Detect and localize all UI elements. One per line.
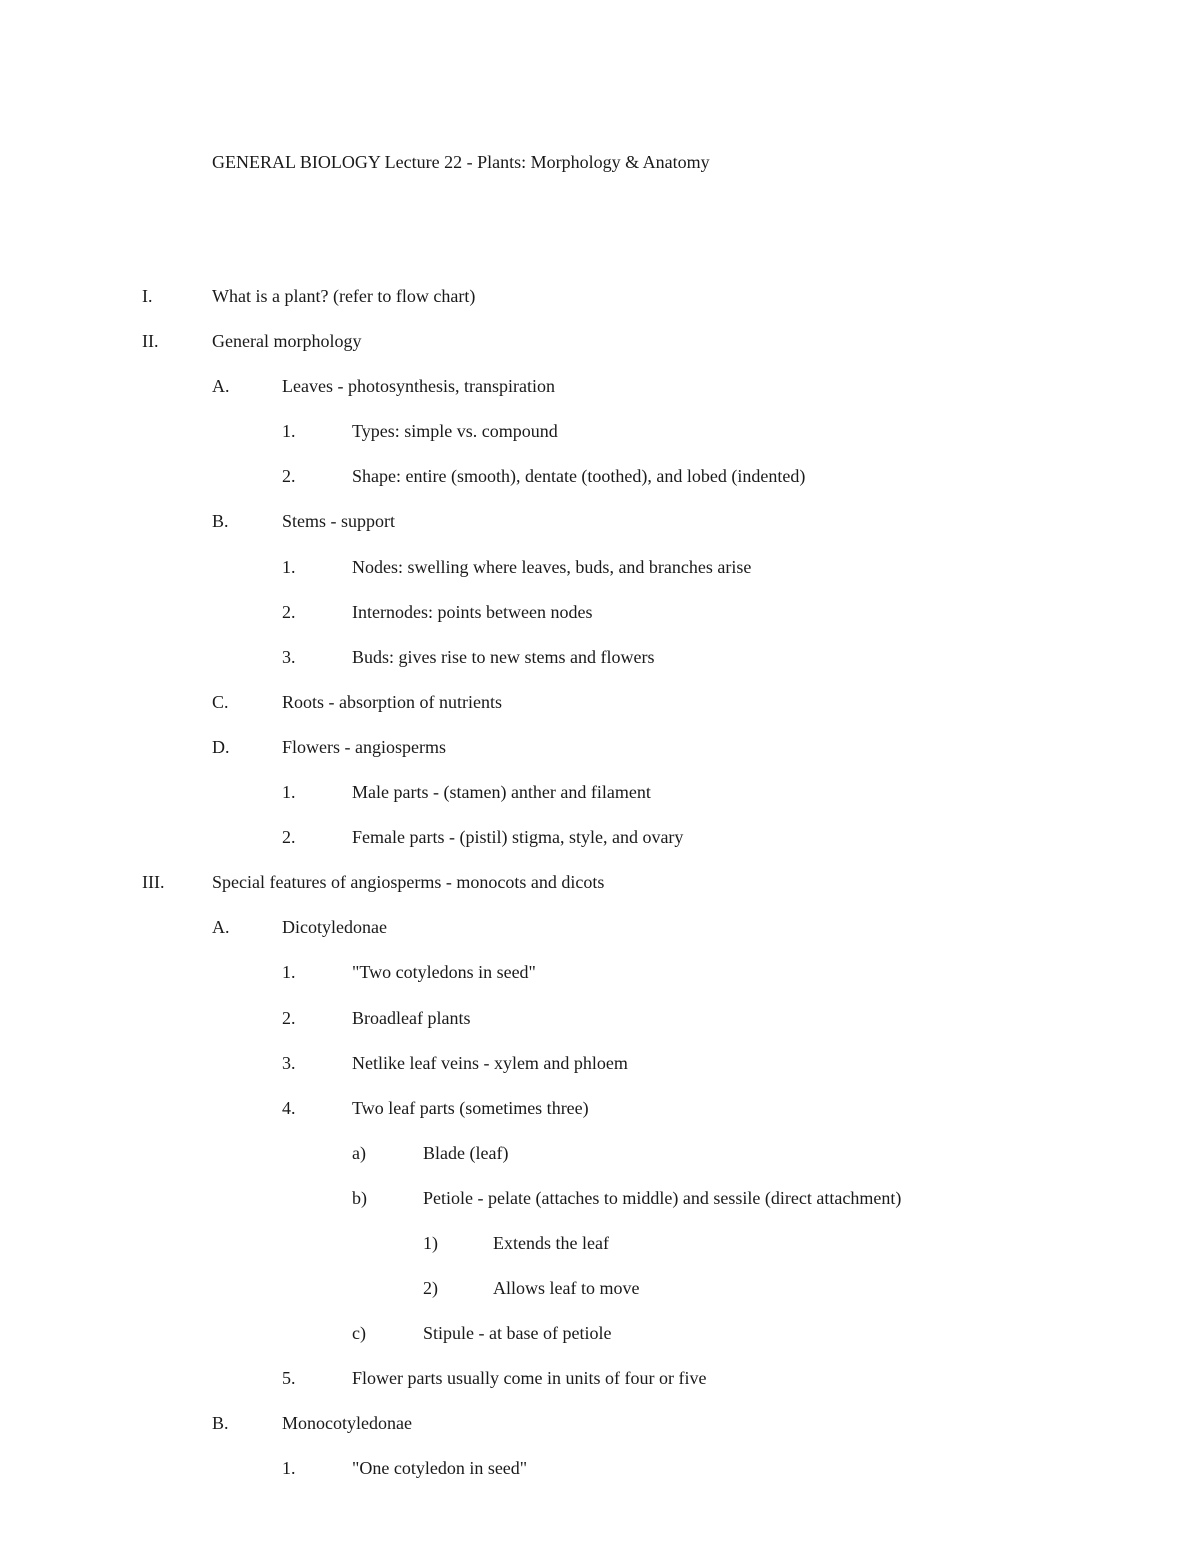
- outline-item-label: II.: [142, 331, 159, 352]
- outline-item: [0, 329, 1200, 374]
- outline-item: [0, 735, 1200, 780]
- outline-item: [0, 1186, 1200, 1231]
- outline-item: [0, 870, 1200, 915]
- outline-item-label: I.: [142, 286, 153, 306]
- outline-item-label: 3.: [282, 1052, 296, 1073]
- lecture-outline: [0, 284, 1200, 1502]
- outline-item-text: Stipule - at base of petiole: [423, 1323, 612, 1344]
- outline-item-text: Flowers - angiosperms: [282, 736, 446, 757]
- outline-item-label: 1.: [282, 782, 296, 803]
- outline-item-text: Dicotyledonae: [282, 917, 387, 938]
- outline-item: [0, 419, 1200, 464]
- outline-item-text: Broadleaf plants: [352, 1007, 471, 1028]
- outline-item-label: 1): [423, 1232, 438, 1253]
- outline-item-label: A.: [212, 917, 230, 938]
- outline-item-label: 1.: [282, 421, 296, 442]
- outline-item-text: Flower parts usually come in units of four or five: [352, 1368, 707, 1389]
- outline-item-label: 2): [423, 1278, 438, 1299]
- outline-item-label: A.: [212, 376, 230, 397]
- outline-item-text: Shape: entire (smooth), dentate (toothed), and lobed (indented): [352, 466, 806, 487]
- outline-item: [0, 1276, 1200, 1321]
- outline-item-label: 2.: [282, 601, 296, 622]
- outline-item: [0, 1006, 1200, 1051]
- outline-item-label: c): [352, 1323, 366, 1344]
- outline-item-text: Buds: gives rise to new stems and flowers: [352, 646, 655, 667]
- outline-item-text: Monocotyledonae: [282, 1413, 412, 1434]
- outline-item-text: Petiole - pelate (attaches to middle) and sessile (direct attachment): [423, 1187, 902, 1208]
- outline-item-label: 3.: [282, 646, 296, 667]
- outline-item: [0, 1096, 1200, 1141]
- outline-item: [0, 600, 1200, 645]
- outline-item: [0, 1366, 1200, 1411]
- outline-item-label: a): [352, 1142, 366, 1163]
- outline-item-label: III.: [142, 872, 165, 893]
- outline-item-text: Internodes: points between nodes: [352, 601, 593, 622]
- outline-item-text: Blade (leaf): [423, 1142, 509, 1163]
- outline-item: [0, 1456, 1200, 1501]
- outline-item-text: "One cotyledon in seed": [352, 1458, 528, 1479]
- outline-item-text: Roots - absorption of nutrients: [282, 691, 502, 712]
- outline-item-text: General morphology: [212, 331, 362, 352]
- outline-item-text: Extends the leaf: [493, 1232, 609, 1253]
- outline-item: [0, 1051, 1200, 1096]
- outline-item-text: What is a plant? (refer to flow chart): [212, 286, 476, 306]
- outline-item-label: 4.: [282, 1097, 296, 1118]
- outline-item: [0, 780, 1200, 825]
- outline-item-label: 2.: [282, 466, 296, 487]
- outline-item-label: 2.: [282, 1007, 296, 1028]
- outline-item-label: b): [352, 1187, 367, 1208]
- outline-item-label: B.: [212, 1413, 229, 1434]
- outline-item-text: Types: simple vs. compound: [352, 421, 558, 442]
- outline-item-text: Leaves - photosynthesis, transpiration: [282, 376, 555, 397]
- outline-item: [0, 1231, 1200, 1276]
- outline-item-label: 2.: [282, 827, 296, 848]
- outline-item: [0, 374, 1200, 419]
- outline-item: [0, 1141, 1200, 1186]
- outline-item-text: Nodes: swelling where leaves, buds, and branches arise: [352, 556, 752, 577]
- outline-item-label: 5.: [282, 1368, 296, 1389]
- page-title: GENERAL BIOLOGY Lecture 22 - Plants: Morphology & Anatomy: [212, 152, 710, 172]
- outline-item-text: Stems - support: [282, 511, 396, 532]
- outline-item-text: Netlike leaf veins - xylem and phloem: [352, 1052, 628, 1073]
- outline-item-text: "Two cotyledons in seed": [352, 962, 536, 983]
- outline-item: [0, 825, 1200, 870]
- outline-item-label: C.: [212, 691, 229, 712]
- outline-item-label: B.: [212, 511, 229, 532]
- outline-item-text: Female parts - (pistil) stigma, style, and ovary: [352, 827, 684, 848]
- outline-item: [0, 1411, 1200, 1456]
- outline-item: [0, 645, 1200, 690]
- outline-item-label: D.: [212, 736, 230, 757]
- outline-item: [0, 1321, 1200, 1366]
- outline-item: [0, 960, 1200, 1005]
- outline-item: [0, 915, 1200, 960]
- outline-item-label: 1.: [282, 962, 296, 983]
- outline-item: [0, 555, 1200, 600]
- outline-item: [0, 284, 1200, 329]
- outline-item-text: Special features of angiosperms - monocots and dicots: [212, 872, 605, 893]
- outline-item-text: Two leaf parts (sometimes three): [352, 1097, 589, 1118]
- outline-item-text: Male parts - (stamen) anther and filament: [352, 782, 651, 803]
- outline-item: [0, 464, 1200, 509]
- outline-item-text: Allows leaf to move: [493, 1278, 640, 1299]
- outline-item: [0, 690, 1200, 735]
- outline-item-label: 1.: [282, 556, 296, 577]
- outline-item-label: 1.: [282, 1458, 296, 1479]
- outline-item: [0, 509, 1200, 554]
